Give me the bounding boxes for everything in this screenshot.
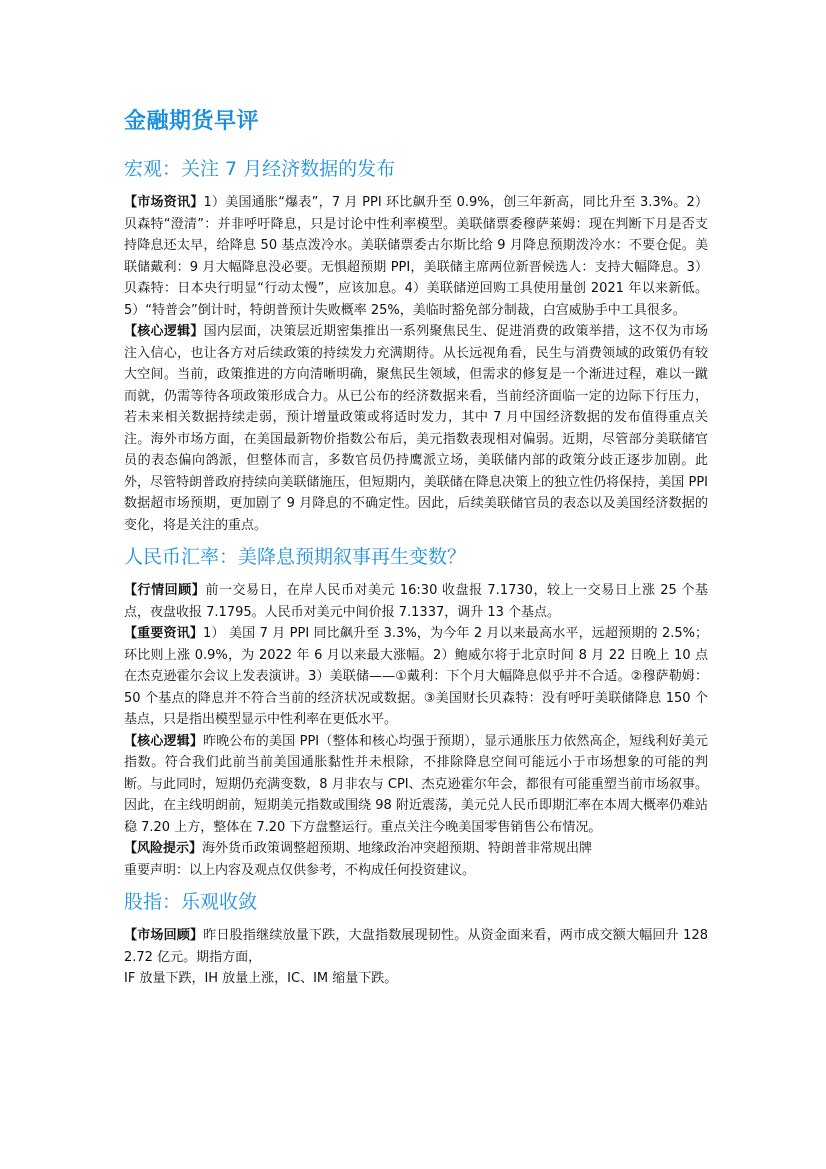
key-news-tag: 【重要资讯】 bbox=[124, 626, 204, 641]
core-logic-text: 国内层面，决策层近期密集推出一系列聚焦民生、促进消费的政策举措，这不仅为市场注入信心，也让各方对后续政策的持续发力充满期待。从长远视角看，民生与消费领域的政策仍有较大空间。当前，政策推进的方向清晰明确，聚焦民生领域，但需求的修复是一个渐进过程，难以一蹴而就，仍需等待各项政策形成合力。从已公布的经济数据来看，当前经济面临一定的边际下行压力，若未来相关数据持续走弱，预计增量政策或将适时发力，其中 7 月中国经济数据的发布值得重点关注。海外市场方面，在美国最新物价指数公布后，美元指数表现相对偏弱。近期，尽管部分美联储官员的表态偏向鸽派，但整体而言，多数官员仍持鹰派立场，美联储内部的政策分歧正逐步加剧。此外，尽管特朗普政府持续向美联储施压，但短期内，美联储在降息决策上的独立性仍将保持，美国 PPI 数据超市场预期，更加剧了 9 月降息的不确定性。因此，后续美联储官员的表态以及美国经济数据的变化，将是关注的重点。 bbox=[124, 324, 708, 533]
market-news-text: 1）美国通胀“爆表”，7 月 PPI 环比飙升至 0.9%，创三年新高，同比升至 3.3%。2）贝森特“澄清”：并非呼吁降息，只是讨论中性利率模型。美联储票委穆萨莱姆：现在判断下月是否支持降息还太早，给降息 50 基点泼冷水。美联储票委古尔斯比给 9 月降息预期泼冷水：不要仓促。美联储戴利：9 月大幅降息没必要。无惧超预期 PPI，美联储主席两位新晋候选人：支持大幅降息。3）贝森特：日本央行明显“行动太慢”，应该加息。4）美联储逆回购工具使用量创 2021 年以来新低。5）“特普会”倒计时，特朗普预计失败概率 25%，美临时豁免部分制裁，白宫威胁手中工具很多。 bbox=[124, 195, 708, 318]
macro-market-news bbox=[124, 192, 708, 321]
document-title: 金融期货早评 bbox=[124, 109, 260, 134]
market-review-text: 前一交易日，在岸人民币对美元 16:30 收盘报 7.1730，较上一交易日上涨 25 个基点，夜盘收报 7.1795。人民币对美元中间价报 7.1337，调升 13 个基点。 bbox=[124, 583, 708, 620]
macro-heading: 宏观：关注 7 月经济数据的发布 bbox=[124, 158, 396, 180]
equity-review-text: 昨日股指继续放量下跌，大盘指数展现韧性。从资金面来看，两市成交额大幅回升 1282.72 亿元。期指方面， bbox=[124, 928, 708, 965]
macro-core-logic bbox=[124, 321, 708, 536]
fx-heading: 人民币汇率：美降息预期叙事再生变数？ bbox=[124, 546, 467, 568]
equity-section bbox=[124, 885, 708, 990]
equity-heading: 股指：乐观收敛 bbox=[124, 891, 258, 913]
fx-section bbox=[124, 540, 708, 881]
macro-section bbox=[124, 152, 708, 536]
fx-risk-warning bbox=[124, 838, 708, 860]
key-news-text: 1） 美国 7 月 PPI 同比飙升至 3.3%，为今年 2 月以来最高水平，远超预期的 2.5%；环比则上涨 0.9%，为 2022 年 6 月以来最大涨幅。2）鲍威尔将于北京时间 8 月 22 日晚上 10 点在杰克逊霍尔会议上发表演讲。3）美联储——①戴利：下个月大幅降息似乎并不合适。②穆萨勒姆：50 个基点的降息并不符合当前的经济状况或数据。③美国财长贝森特：没有呼吁美联储降息 150 个基点，只是指出模型显示中性利率在更低水平。 bbox=[124, 626, 708, 727]
risk-warning-text: 海外货币政策调整超预期、地缘政治冲突超预期、特朗普非常规出牌 bbox=[202, 841, 593, 856]
fx-core-logic-text: 昨晚公布的美国 PPI（整体和核心均强于预期），显示通胀压力依然高企，短线利好美元指数。符合我们此前当前美国通胀黏性并未根除，不排除降息空间可能远小于市场想象的可能的判断。与此同时，短期仍充满变数，8 月非农与 CPI、杰克逊霍尔年会，都很有可能重塑当前市场叙事。因此，在主线明朗前，短期美元指数或围绕 98 附近震荡，美元兑人民币即期汇率在本周大概率仍难站稳 7.20 上方，整体在 7.20 下方盘整运行。重点关注今晚美国零售销售公布情况。 bbox=[124, 733, 708, 835]
equity-review-tag: 【市场回顾】 bbox=[124, 928, 204, 943]
fx-market-review bbox=[124, 580, 708, 623]
document-page bbox=[124, 104, 708, 990]
fx-core-logic-tag: 【核心逻辑】 bbox=[124, 733, 204, 749]
market-news-tag: 【市场资讯】 bbox=[124, 195, 204, 210]
market-review-tag: 【行情回顾】 bbox=[124, 583, 206, 598]
equity-futures-line: IF 放量下跌，IH 放量上涨，IC、IM 缩量下跌。 bbox=[124, 971, 398, 986]
fx-core-logic bbox=[124, 731, 708, 839]
fx-disclaimer: 重要声明：以上内容及观点仅供参考，不构成任何投资建议。 bbox=[124, 862, 476, 878]
equity-market-review bbox=[124, 925, 708, 968]
risk-warning-tag: 【风险提示】 bbox=[124, 841, 203, 856]
fx-key-news bbox=[124, 623, 708, 731]
core-logic-tag: 【核心逻辑】 bbox=[124, 324, 204, 339]
